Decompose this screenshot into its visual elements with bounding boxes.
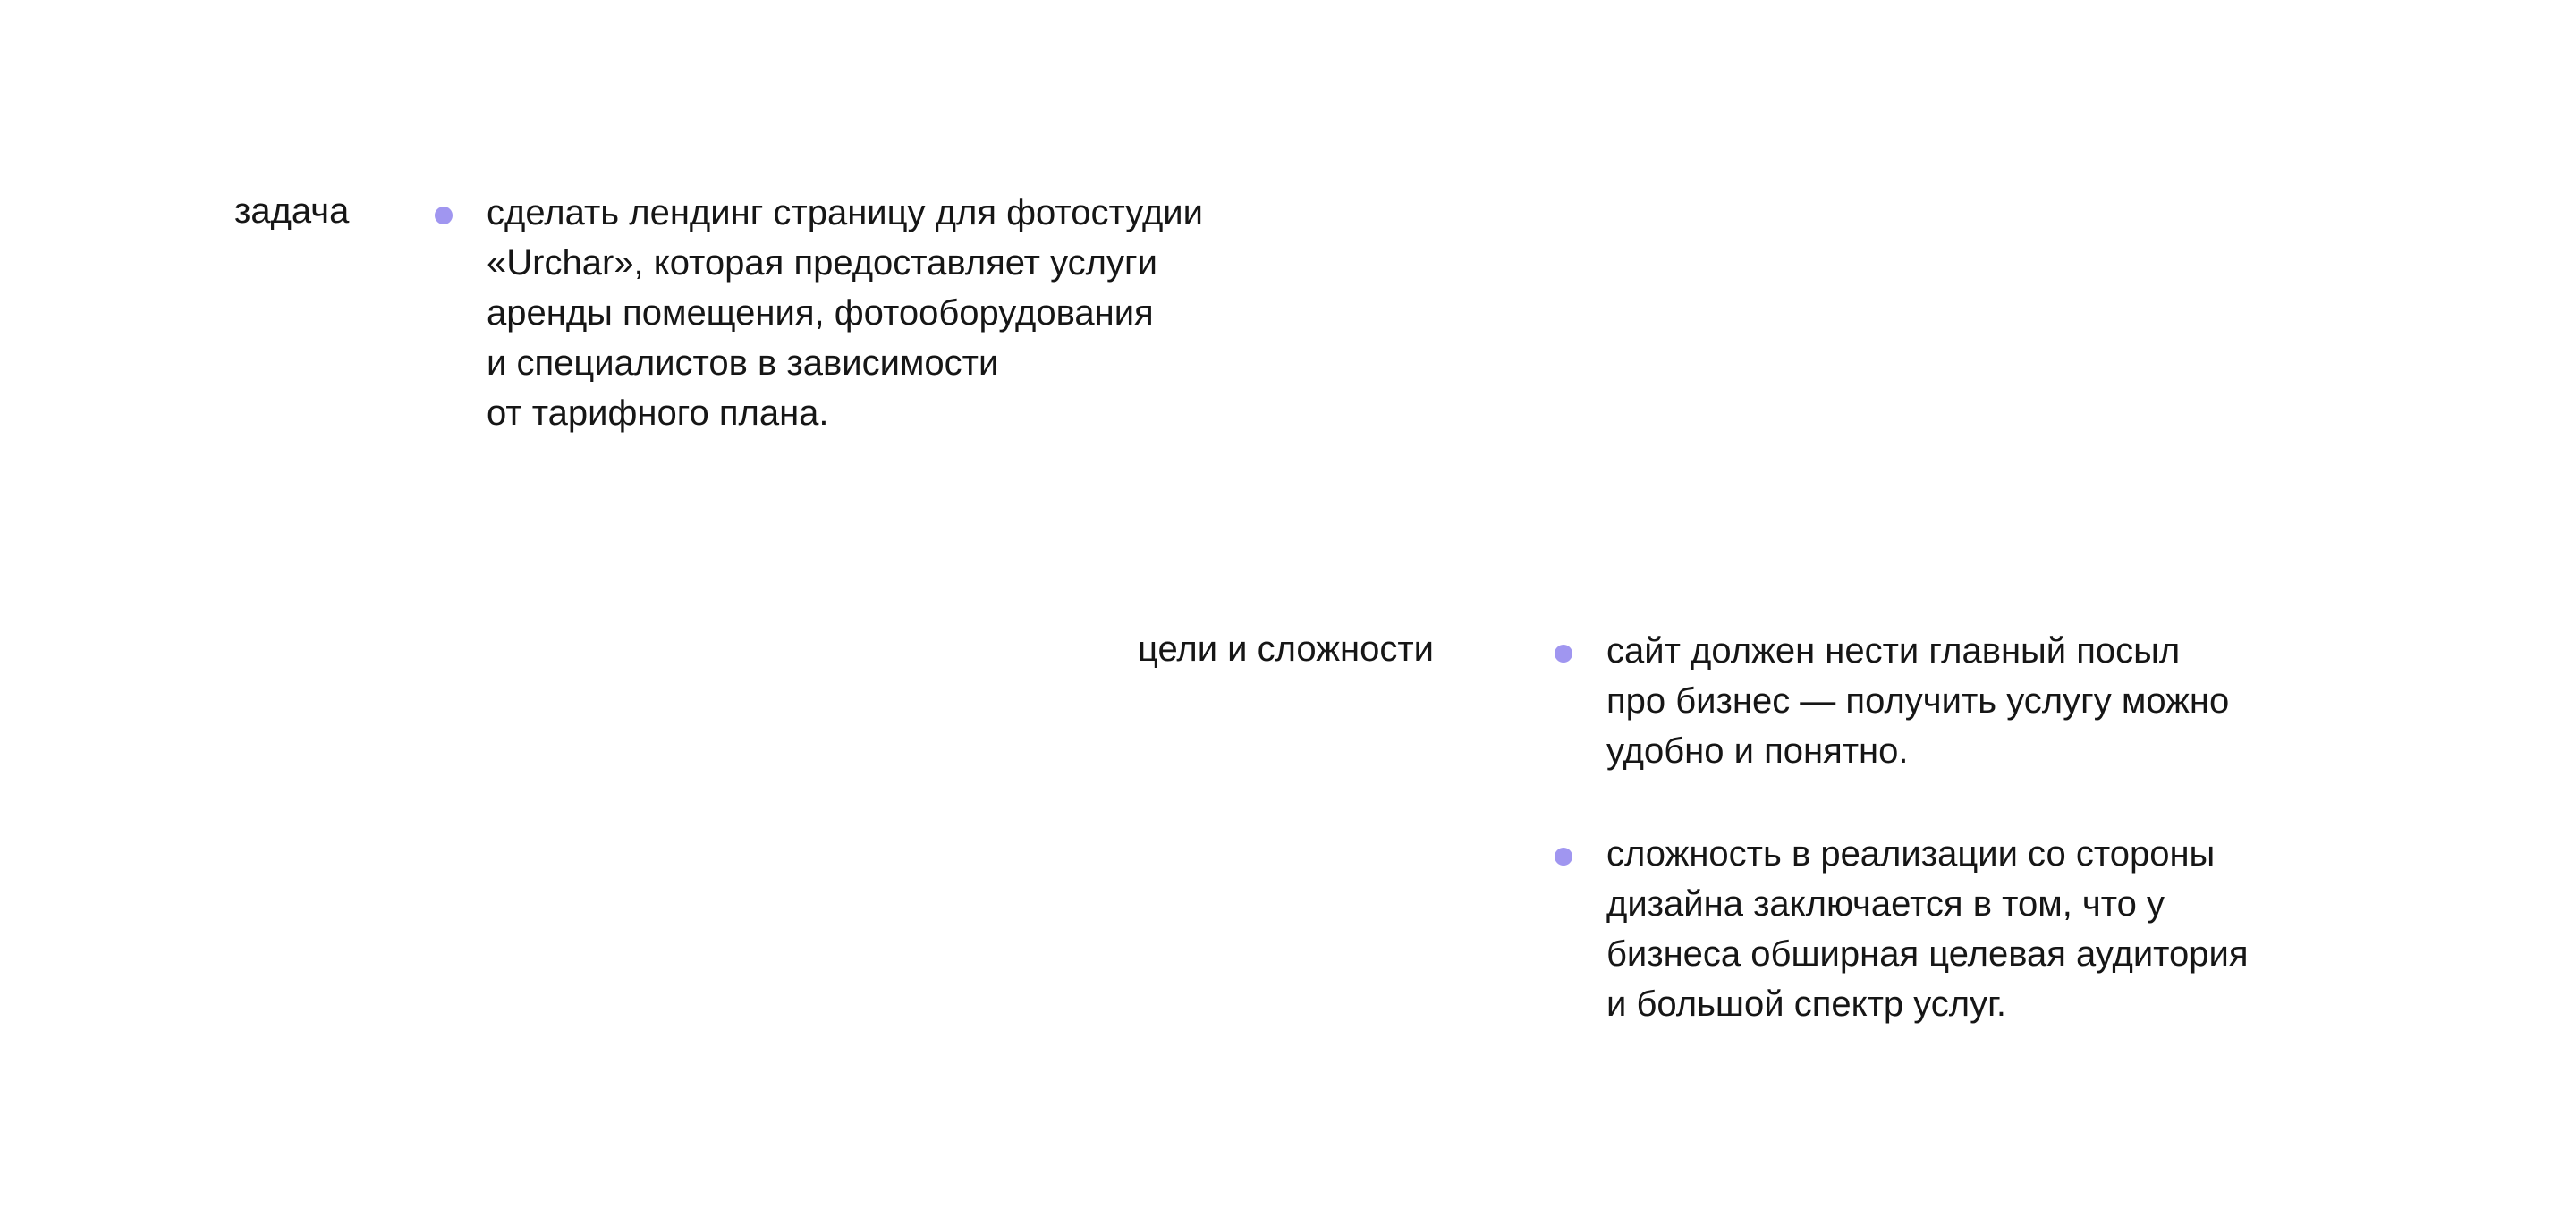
goals-item-text xyxy=(1606,829,2249,1029)
text-line: дизайна заключается в том, что у xyxy=(1606,884,2165,924)
text-line: и специалистов в зависимости xyxy=(487,343,999,383)
goals-heading: цели и сложности xyxy=(1138,629,1434,669)
text-line: удобно и понятно. xyxy=(1606,731,1909,771)
bullet-dot-icon xyxy=(435,207,453,224)
task-item-text xyxy=(487,188,1203,438)
text-line: бизнеса обширная целевая аудитория xyxy=(1606,934,2249,974)
text-line: сложность в реализации со стороны xyxy=(1606,834,2216,874)
bullet-dot-icon xyxy=(1555,848,1572,866)
task-item xyxy=(435,188,1419,447)
text-line: аренды помещения, фотооборудования xyxy=(487,293,1154,333)
text-line: и большой спектр услуг. xyxy=(1606,984,2006,1024)
text-line: «Urchar», которая предоставляет услуги xyxy=(487,243,1157,283)
goals-section xyxy=(0,590,2576,1091)
goals-item xyxy=(1555,626,2449,787)
text-line: сайт должен нести главный посыл xyxy=(1606,631,2181,671)
task-section xyxy=(0,0,2576,501)
goals-item-text xyxy=(1606,626,2229,776)
text-line: про бизнес — получить услугу можно xyxy=(1606,681,2230,721)
text-line: от тарифного плана. xyxy=(487,393,829,433)
goals-item xyxy=(1555,829,2449,1034)
task-heading: задача xyxy=(234,191,350,231)
text-line: сделать лендинг страницу для фотостудии xyxy=(487,193,1203,232)
bullet-dot-icon xyxy=(1555,645,1572,663)
